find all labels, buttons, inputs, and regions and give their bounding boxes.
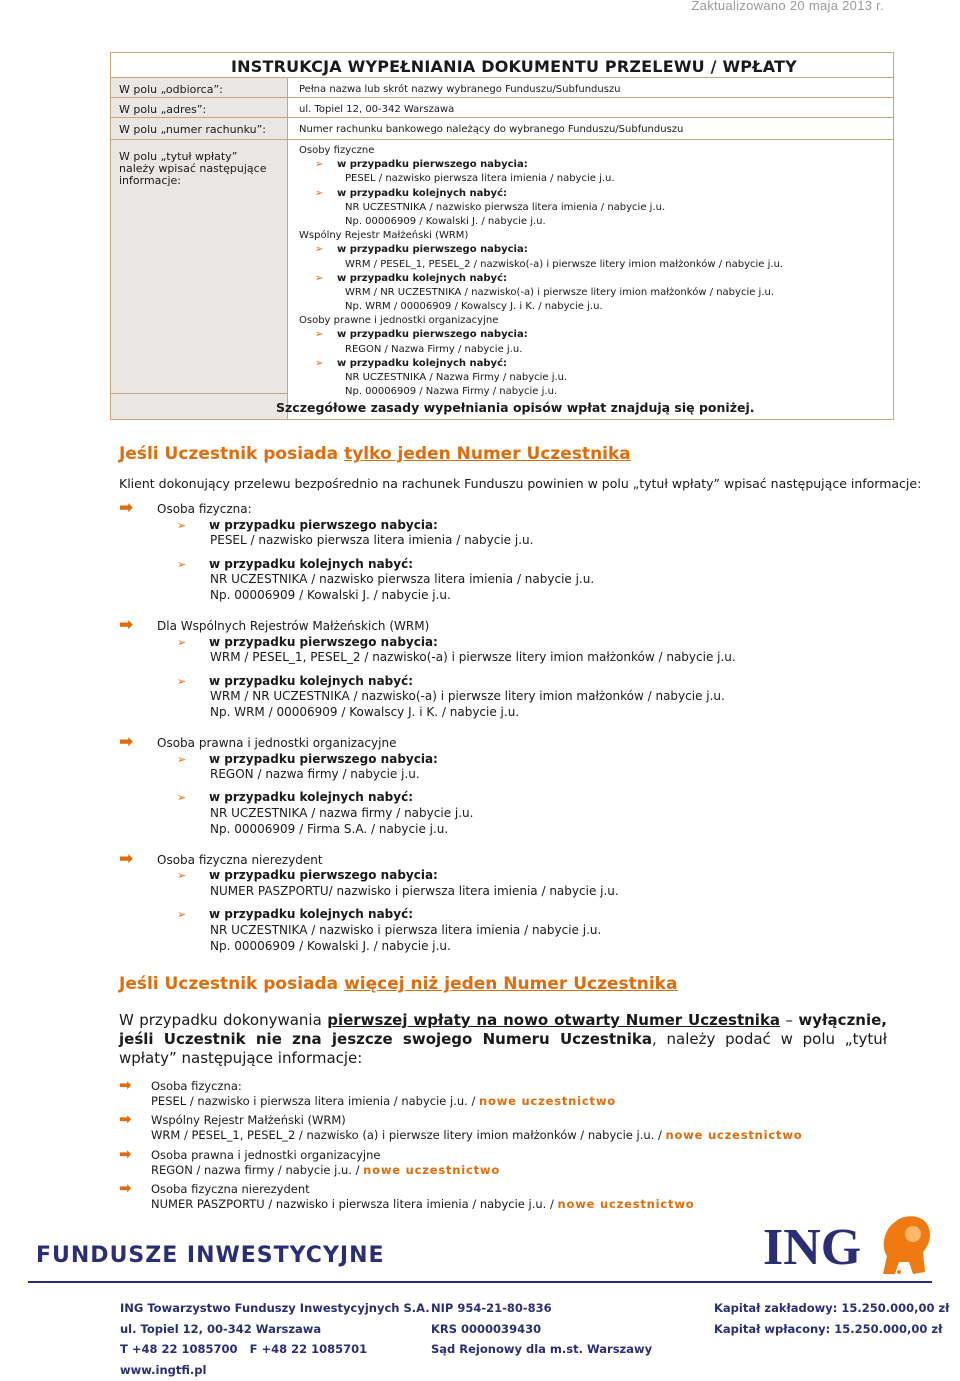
arrow-bullet-icon: ➢ [177,635,187,649]
section1-list [119,498,736,954]
label-tytul: W polu „tytuł wpłaty” należy wpisać następujące informacje: [119,150,267,187]
value-adres: ul. Topiel 12, 00-342 Warszawa [299,104,455,115]
funds-brand: FUNDUSZE INWESTYCYJNE [36,1243,385,1268]
arrow-bullet-icon: ➢ [315,244,324,256]
rule-heading: ➢ w przypadku pierwszego nabycia: [177,751,438,766]
arrow-right-icon: ➡ [119,848,134,869]
label-odbiorca: W polu „odbiorca”: [119,83,223,96]
rule-heading: ➢ w przypadku kolejnych nabyć: [177,790,413,805]
rule-heading: ➢ w przypadku kolejnych nabyć: [299,272,783,286]
arrow-bullet-icon: ➢ [177,908,187,922]
rule-heading: ➢ w przypadku pierwszego nabycia: [299,328,783,342]
rule-heading: ➢ w przypadku pierwszego nabycia: [177,517,438,532]
group-title: ➡ Osoba fizyczna nierezydent [119,848,323,869]
arrow-right-icon: ➡ [119,614,134,635]
rule-heading: ➢ w przypadku kolejnych nabyć: [177,556,413,571]
section1-intro: Klient dokonujący przelewu bezpośrednio na rachunek Funduszu powinien w polu „tytuł wpłaty” wpisać następujące informacje: [119,476,922,491]
company-website: www.ingtfi.pl [120,1362,207,1377]
rule-text: NR UCZESTNIKA / nazwa firmy / nabycie j.u. [210,806,474,821]
category-label: Osoby prawne i jednostki organizacyjne [299,315,499,327]
divider [111,393,287,394]
arrow-right-icon: ➡ [119,1179,132,1198]
divider [111,97,893,98]
footer-company-column [120,1298,430,1380]
arrow-right-icon: ➡ [119,1076,132,1094]
rule-text: NR UCZESTNIKA / Nazwa Firmy / nabycie j.u. [345,372,568,383]
rule-text: PESEL / nazwisko i pierwsza litera imienia / nabycie j.u. / nowe uczestnictwo [151,1093,616,1108]
rule-text: WRM / PESEL_1, PESEL_2 / nazwisko(-a) i pierwsze litery imion małżonków / nabycie j.u. [210,650,736,665]
rule-text: REGON / nazwa firmy / nabycie j.u. [210,767,420,782]
group-title: ➡ Dla Wspólnych Rejestrów Małżeńskich (WRM) [119,614,430,635]
ing-lion-logo [763,1212,933,1284]
group-title: ➡ Osoba prawna i jednostki organizacyjne [119,731,397,752]
lion-icon [883,1216,930,1274]
instruction-table [110,52,894,420]
rule-text: NR UCZESTNIKA / nazwisko pierwsza litera imienia / nabycie j.u. [345,201,666,213]
label-adres: W polu „adres”: [119,103,207,116]
value-odbiorca: Pełna nazwa lub skrót nazwy wybranego Funduszu/Subfunduszu [299,84,621,95]
group-title: ➡ Osoba prawna i jednostki organizacyjne [119,1144,381,1163]
arrow-right-icon: ➡ [119,1110,132,1129]
company-name: ING Towarzystwo Funduszy Inwestycyjnych S.A. [120,1301,430,1315]
rule-heading: ➢ w przypadku kolejnych nabyć: [299,187,783,201]
rule-example: Np. 00006909 / Firma S.A. / nabycie j.u. [210,821,449,836]
rule-heading: ➢ w przypadku pierwszego nabycia: [299,243,783,257]
section2-heading: Jeśli Uczestnik posiada więcej niż jeden Numer Uczestnika [119,974,678,994]
rule-example: Np. 00006909 / Kowalski J. / nabycie j.u. [345,215,546,227]
group-title: ➡ Osoba fizyczna nierezydent [119,1179,310,1198]
rule-text: NUMER PASZPORTU/ nazwisko i pierwsza litera imienia / nabycie j.u. [210,884,619,899]
capital-paid: Kapitał wpłacony: 15.250.000,00 zł [714,1321,943,1336]
arrow-right-icon: ➡ [119,1144,132,1163]
rule-heading: ➢ w przypadku kolejnych nabyć: [177,907,413,922]
details-note: Szczegółowe zasady wypełniania opisów wpłat znajdują się poniżej. [276,400,755,415]
category-label: Osoby fizyczne [299,145,375,156]
arrow-bullet-icon: ➢ [177,557,187,571]
divider [111,139,893,140]
footer-divider [28,1281,932,1283]
krs: KRS 0000039430 [431,1321,542,1336]
rule-text: PESEL / nazwisko pierwsza litera imienia / nabycie j.u. [345,173,615,185]
rule-text: NR UCZESTNIKA / nazwisko pierwsza litera imienia / nabycie j.u. [210,572,595,587]
court: Sąd Rejonowy dla m.st. Warszawy [431,1342,653,1356]
section1-heading: Jeśli Uczestnik posiada tylko jeden Numer Uczestnika [119,444,631,464]
arrow-bullet-icon: ➢ [177,869,187,883]
value-numer: Numer rachunku bankowego należący do wybranego Funduszu/Subfunduszu [299,124,684,135]
arrow-right-icon: ➡ [119,498,134,518]
group-title: ➡ Osoba fizyczna: [119,1076,242,1094]
rule-heading: ➢ w przypadku pierwszego nabycia: [177,634,438,649]
divider [111,77,893,78]
label-numer: W polu „numer rachunku”: [119,123,266,136]
group-title: ➡ Wspólny Rejestr Małżeński (WRM) [119,1110,346,1129]
rule-text: NR UCZESTNIKA / nazwisko i pierwsza litera imienia / nabycie j.u. [210,923,602,938]
rule-example: Np. WRM / 00006909 / Kowalscy J. i K. / nabycie j.u. [345,301,603,313]
rule-example: Np. 00006909 / Kowalski J. / nabycie j.u. [210,938,451,953]
update-date: Zaktualizowano 20 maja 2013 r. [691,0,884,13]
arrow-bullet-icon: ➢ [315,159,324,171]
arrow-right-icon: ➡ [119,731,134,752]
column-divider [287,77,288,419]
rule-heading: ➢ w przypadku kolejnych nabyć: [177,673,413,688]
arrow-bullet-icon: ➢ [177,752,187,766]
section2-paragraph: W przypadku dokonywania pierwszej wpłaty na nowo otwarty Numer Uczestnika – wyłącznie, jeśli Uczestnik nie zna jeszcze swojego Numeru Uczestnika, należy podać w polu „tytuł wpłaty” następujące informacje: [119,1011,887,1067]
rule-example: Np. WRM / 00006909 / Kowalscy J. i K. / nabycie j.u. [210,704,520,719]
arrow-bullet-icon: ➢ [315,187,324,199]
tytul-rules [299,144,783,399]
arrow-bullet-icon: ➢ [177,518,187,532]
rule-example: Np. 00006909 / Nazwa Firmy / nabycie j.u. [345,386,558,398]
rule-heading: ➢ w przypadku kolejnych nabyć: [299,357,783,371]
rule-text: WRM / NR UCZESTNIKA / nazwisko(-a) i pierwsze litery imion małżonków / nabycie j.u. [210,689,725,704]
logo-text: ING [763,1219,862,1276]
rule-heading: ➢ w przypadku pierwszego nabycia: [177,868,438,883]
rule-text: REGON / nazwa firmy / nabycie j.u. / nowe uczestnictwo [151,1162,501,1177]
rule-text: REGON / Nazwa Firmy / nabycie j.u. [345,343,523,355]
arrow-bullet-icon: ➢ [315,357,324,369]
rule-text: WRM / NR UCZESTNIKA / nazwisko(-a) i pierwsze litery imion małżonków / nabycie j.u. [345,286,775,298]
rule-example: Np. 00006909 / Kowalski J. / nabycie j.u. [210,587,451,602]
nip: NIP 954-21-80-836 [431,1301,552,1315]
rule-text: NUMER PASZPORTU / nazwisko i pierwsza litera imienia / nabycie j.u. / nowe uczestnictwo [151,1196,695,1211]
rule-text: PESEL / nazwisko pierwsza litera imienia / nabycie j.u. [210,533,534,548]
arrow-bullet-icon: ➢ [177,674,187,688]
section2-list [119,1076,803,1212]
group-title: ➡ Osoba fizyczna: [119,498,252,518]
category-label: Wspólny Rejestr Małżeński (WRM) [299,230,469,242]
arrow-bullet-icon: ➢ [315,329,324,341]
instruction-title: INSTRUKCJA WYPEŁNIANIA DOKUMENTU PRZELEWU / WPŁATY [231,57,797,76]
arrow-bullet-icon: ➢ [315,272,324,284]
rule-text: WRM / PESEL_1, PESEL_2 / nazwisko(-a) i pierwsze litery imion małżonków / nabycie j.u. [345,258,784,270]
company-phone: T +48 22 1085700 F +48 22 1085701 [120,1342,368,1356]
footer-registry-column [431,1298,652,1360]
capital-share: Kapitał zakładowy: 15.250.000,00 zł [714,1301,950,1315]
divider [111,117,893,118]
rule-heading: ➢ w przypadku pierwszego nabycia: [299,158,783,172]
rule-text: WRM / PESEL_1, PESEL_2 / nazwisko (a) i pierwsze litery imion małżonków / nabycie j.u. / nowe uczestnictwo [151,1128,803,1143]
arrow-bullet-icon: ➢ [177,791,187,805]
company-address: ul. Topiel 12, 00-342 Warszawa [120,1321,322,1336]
footer-capital-column [714,1298,949,1339]
